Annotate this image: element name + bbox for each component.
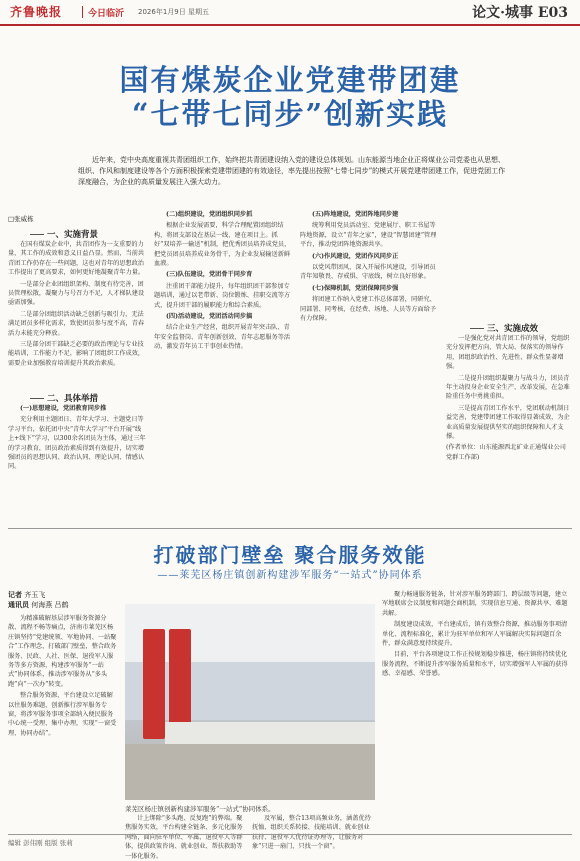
subheading: (一)思想建设，党团教育同步推	[20, 405, 107, 412]
paragraph: 将团建工作纳入党建工作总体部署，同研究、同部署、同考核，在经费、场地、人员等方面给予有力保障。	[300, 296, 437, 323]
article2-column-2b	[252, 814, 375, 851]
paragraph: 三是部分团干部缺乏必要的政治理论与专业技能培训，工作能力不足，影响了团组织工作成效，需要企业加强教育培训提升其政治素质。	[8, 341, 145, 367]
article2-subheadline: ——莱芜区杨庄镇创新构建涉军服务“一站式”协同体系	[157, 570, 423, 581]
paragraph: 二是提升团组织凝聚力与战斗力，团员青年主动投身企业安全生产、改革发展，在急难险重任务中勇挑重担。	[446, 374, 570, 401]
paragraph: 二是部分团组织活动缺乏创新与吸引力，无法满足团员多样化需求，致使团员参与度不高，青春活力未能充分释放。	[8, 310, 145, 337]
photo-floor	[125, 744, 375, 800]
paragraph: 统筹利用党员活动室、党建展厅、职工书屋等阵地资源，设立“青年之家”，建设“智慧团建”管理平台，推动党团阵地资源共享。	[300, 222, 437, 249]
newspaper-logo: 齐鲁晚报	[10, 5, 63, 19]
paragraph: 注重团干部能力提升，每年组织团干部参加专题培训，通过以老带新、岗位锻炼、挂职交流等方式，提升团干部的履职能力和综合素质。	[154, 282, 291, 309]
subheading: (二)组织建设，党团组织同步抓	[166, 211, 253, 218]
paragraph: 整合服务资源，平台建设立足破解以往服务难题，创新推行涉军服务专窗，将涉军服务事项全部纳入便民服务中心统一受理、集中办理，实现“一窗受理、协同办结”。	[8, 692, 117, 737]
dash-icon	[30, 398, 44, 399]
issue-date: 2026年1月9日 星期五	[138, 8, 209, 16]
subheading: (七)保障机制，党团保障同步强	[312, 284, 399, 292]
article1-headline-line2: “七带七同步”创新实践	[131, 97, 449, 131]
photo-caption: 莱芜区杨庄镇创新构建涉军服务“一站式”协同体系。	[125, 805, 275, 813]
footer-editor: 编辑 彭伟刚 组版 张莉	[8, 839, 73, 847]
paragraph: 三是提高青团工作水平，党团联动机制日益完善，党建带团建工作取得显著成效，为企业高质量发展提供坚实的组织保障和人才支撑。	[446, 404, 570, 441]
article1-column-4	[446, 210, 572, 522]
article-divider	[8, 528, 572, 529]
paragraph: 制度建设成效，平台建成后，镇有效整合资源，推动服务事项清单化、流程标准化，累计为驻军单位和军人军属解决实际问题百余件，群众满意度持续提升。	[382, 621, 568, 648]
article2-column-2a	[125, 814, 245, 860]
subheading: (五)阵地建设，党团阵地同步建	[312, 211, 399, 218]
dash-icon	[30, 234, 44, 235]
article2-column-1	[8, 614, 118, 832]
header-divider	[82, 6, 83, 18]
article2-credits: 记者 齐玉飞 通讯员 何海燕 吕鹤	[8, 590, 69, 609]
article1-byline: □张威栋	[8, 215, 34, 223]
edition-tag: 今日临沂	[88, 9, 125, 19]
author-affiliation: (作者单位：山东能源西北矿业正通煤业公司党群工作部)	[446, 444, 566, 461]
subheading: (四)活动建设，党团活动同步搞	[166, 313, 253, 321]
article1-lead: 近年来，党中央高度重视共青团组织工作，始终把共青团建设纳入党的建设总体规划。山东能源当地企业正将煤业公司党委也从思想、组织、作风和制度建设等各个方面积极探索党建带团建的有效途径，率先提出按照“七带七同步”的模式开展党建带团建工作，促进党团工作深度融合，为企业的高质量发展注入强大动力。	[78, 156, 506, 186]
paragraph: 根据企业发展需要，科学合理配置团组织结构，将团支部设在基层一线、建在项目上。抓好“双培养一输送”机制，把优秀团员培养成党员，把党员团员培养成业务骨干，为企业发展输送新鲜血液。	[154, 222, 291, 268]
service-counter	[165, 722, 375, 744]
article1-column-1b	[8, 404, 146, 522]
paragraph: 为精准破解基层涉军服务资源分散、流程不畅等痛点，济南市莱芜区杨庄镇坚持“党建统领、军地协同、一站聚合”工作理念，打破部门壁垒，整合政务服务、民政、人社、医保、退役军人服务等多方资源，构建涉军服务“一站式”协同体系，推动涉军服务从“多头跑”向“一次办”转变。	[8, 615, 117, 688]
paragraph: 在国有煤炭企业中，共青团作为一支重要的力量，其工作的成效和意义日益凸显。然而，当前共青团工作仍存在一些问题，这也对青年的思想政治工作提出了更高要求，如何更好地凝聚青年力量。	[8, 241, 145, 277]
section-heading-measures: 二、具体举措	[30, 392, 98, 404]
paragraph: 结合企业生产经营，组织开展青年突击队、青年安全监督岗、青年创新创效、青年志愿服务等活动，激发青年员工干事创业热情。	[154, 324, 291, 351]
paragraph: 目前，平台各项建设工作正按规划稳步推进，杨庄镇将持续优化服务流程，不断提升涉军服务质量和水平，切实增强军人军属的获得感、幸福感、荣誉感。	[382, 651, 568, 678]
page-header	[0, 0, 580, 26]
section-label: 论文·城事 E03	[472, 5, 568, 21]
paragraph: 一是强化党对共青团工作的领导，党组织充分发挥把方向、管大局、保落实的领导作用，团组织政治性、先进性、群众性显著增强。	[446, 335, 570, 371]
subheading: (六)作风建设，党团作风同步正	[312, 252, 399, 260]
article1-column-1	[8, 240, 146, 390]
article1-column-2	[154, 210, 292, 522]
section-heading-results: 三、实施成效	[470, 322, 538, 334]
section-heading-background: 一、实施背景	[30, 228, 98, 240]
subheading: (三)队伍建设，党团骨干同步育	[166, 271, 253, 279]
paragraph: 一是部分企业团组织架构、制度有待完善，团员管理松散，凝聚力与号召力不足，人才梯队建设亟需加强。	[8, 280, 145, 307]
article1-column-3	[300, 210, 438, 522]
footer-divider	[8, 834, 572, 835]
paragraph: 及军属，整合13项高频业务，涵盖优待抚恤、组织关系转接、技能培训、就业创业扶持、退役军人优待证办理等，让服务对象“只进一扇门、只找一个窗”。	[252, 815, 371, 851]
paragraph: 充分利用主题团日、青年大学习、主题党日等学习平台，依托团中央“青年大学习”平台开展“线上+线下”学习，以300余名团员为主体，通过三年的学习教育，团员政治素质得到有效提升，切实增强团员的思想认同、政治认同、理论认同、情感认同。	[8, 416, 146, 471]
paragraph: 以党风带团风，深入开展作风建设，引导团员青年知敬畏、存戒惧、守底线，树立良好形象。	[300, 264, 436, 281]
article1-headline-line1: 国有煤炭企业党建带团建	[119, 63, 461, 97]
paragraph: 聚力畅通服务链条，针对涉军服务跨部门、跨层级等问题，建立军地联席会议制度和问题会商机制，实现信息互通、资源共享、难题共解。	[382, 591, 568, 617]
article2-column-3	[382, 590, 572, 830]
service-hall-photo	[125, 604, 375, 800]
red-banner	[143, 629, 165, 739]
paragraph: 计上绑除“多头跑、反复跑”的弊端。聚焦服务实效，平台构建全链条、多元化服务网络，面向驻军单位、军属、退役军人等群体，提供政策咨询、就业创业、帮扶救助等一体化服务。	[125, 815, 243, 860]
article2-headline: 打破部门壁垒 聚合服务效能	[153, 543, 427, 567]
